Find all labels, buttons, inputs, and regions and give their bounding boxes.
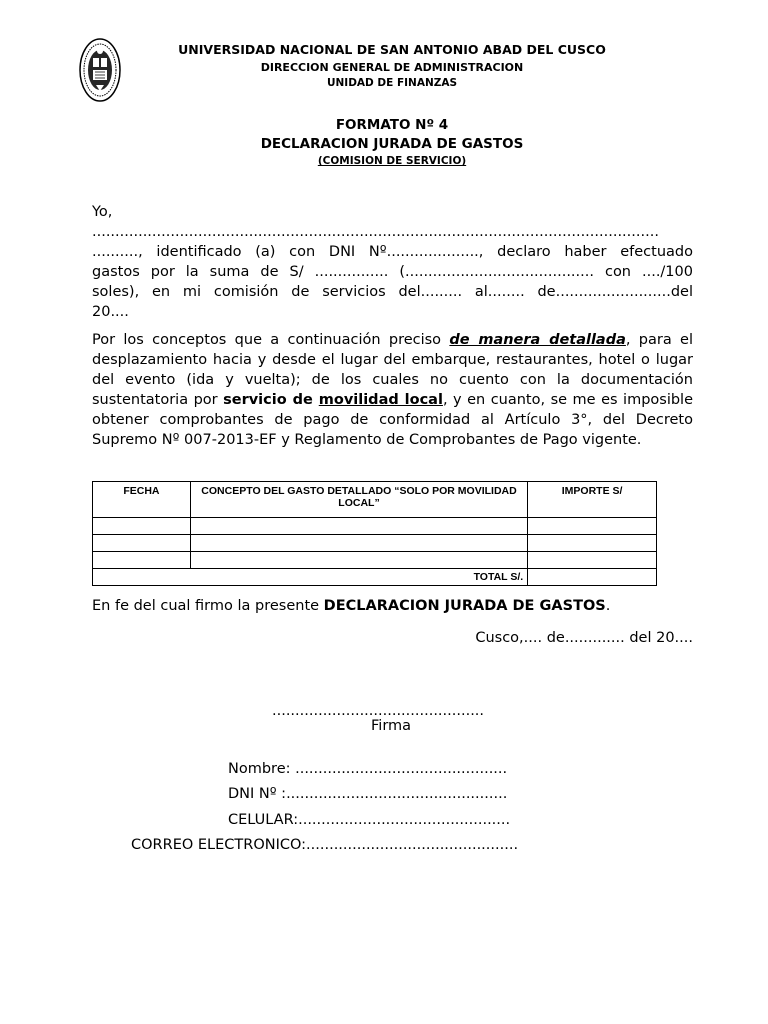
dni-line: .........., identificado (a) con DNI Nº...................., declaro haber efectuado	[92, 244, 693, 260]
local-mobility-bold: movilidad local	[318, 392, 443, 408]
col-amount-header: IMPORTE S/	[528, 482, 657, 518]
format-number: FORMATO Nº 4	[335, 117, 449, 133]
table-row	[93, 518, 657, 535]
closing-text: En fe del cual firmo la presente	[92, 598, 324, 614]
concept-cell[interactable]	[190, 552, 527, 569]
dni-field: DNI Nº :................................................	[228, 786, 508, 802]
amount-cell[interactable]	[528, 552, 657, 569]
amount-cell[interactable]	[528, 535, 657, 552]
concepts-text-c: , y en cuanto, se me es imposible obtener comprobantes de pago de conformidad al Artículo 3°, del Decreto Supremo Nº 007-2013-EF y Reglamento de Comprobantes de Pago vigente.	[92, 392, 694, 448]
greeting: Yo,	[92, 204, 113, 220]
closing-statement	[92, 598, 610, 614]
email-field: CORREO ELECTRONICO:..............................................	[131, 837, 519, 853]
total-label: TOTAL S/.	[93, 569, 528, 586]
col-date-header: FECHA	[93, 482, 191, 518]
table-row	[93, 552, 657, 569]
signature-label: Firma	[371, 718, 412, 734]
closing-period: .	[605, 598, 611, 614]
dates-line: soles), en mi comisión de servicios del......... al........ de.........................del	[92, 284, 693, 300]
date-cell[interactable]	[93, 535, 191, 552]
table-header-row	[93, 482, 657, 518]
university-name: UNIVERSIDAD NACIONAL DE SAN ANTONIO ABAD DEL CUSCO	[178, 42, 606, 57]
document-subtitle: (COMISION DE SERVICIO)	[317, 155, 467, 167]
signature-line: ..............................................	[272, 703, 485, 719]
unit-name: UNIDAD DE FINANZAS	[326, 77, 458, 89]
table-row	[93, 535, 657, 552]
concepts-text-a: Por los conceptos que a continuación preciso	[92, 332, 450, 348]
declaration-paragraph	[92, 202, 693, 322]
concept-cell[interactable]	[190, 535, 527, 552]
date-cell[interactable]	[93, 552, 191, 569]
concepts-paragraph	[92, 330, 693, 450]
document-title: DECLARACION JURADA DE GASTOS	[260, 136, 524, 152]
concepts-text-b: , para el desplazamiento hacia y desde el lugar del embarque, restaurantes, hotel o lugar del evento (ida y vuelta); de los cuales no cuento con la documentación sustentatoria por	[92, 332, 693, 408]
place-date: Cusco,.... de............. del 20....	[475, 630, 693, 646]
total-row	[93, 569, 657, 586]
direction-name: DIRECCION GENERAL DE ADMINISTRACION	[260, 61, 524, 74]
closing-bold-title: DECLARACION JURADA DE GASTOS	[323, 598, 606, 614]
date-cell[interactable]	[93, 518, 191, 535]
amount-cell[interactable]	[528, 518, 657, 535]
year-line: 20....	[92, 304, 129, 320]
service-bold: servicio de	[223, 392, 319, 408]
expenses-table	[92, 481, 657, 586]
col-concept-header: CONCEPTO DEL GASTO DETALLADO “SOLO POR MOVILIDAD LOCAL”	[190, 482, 527, 518]
detailed-emphasis: de manera detallada	[449, 332, 626, 348]
amount-line: gastos por la suma de S/ ................ (......................................... con ..../100	[92, 264, 693, 280]
phone-field: CELULAR:..............................................	[228, 812, 511, 828]
concept-cell[interactable]	[190, 518, 527, 535]
name-blank-line: ...........................................................................................................................	[92, 224, 659, 240]
name-field: Nombre: ..............................................	[228, 761, 508, 777]
total-amount-cell[interactable]	[528, 569, 657, 586]
